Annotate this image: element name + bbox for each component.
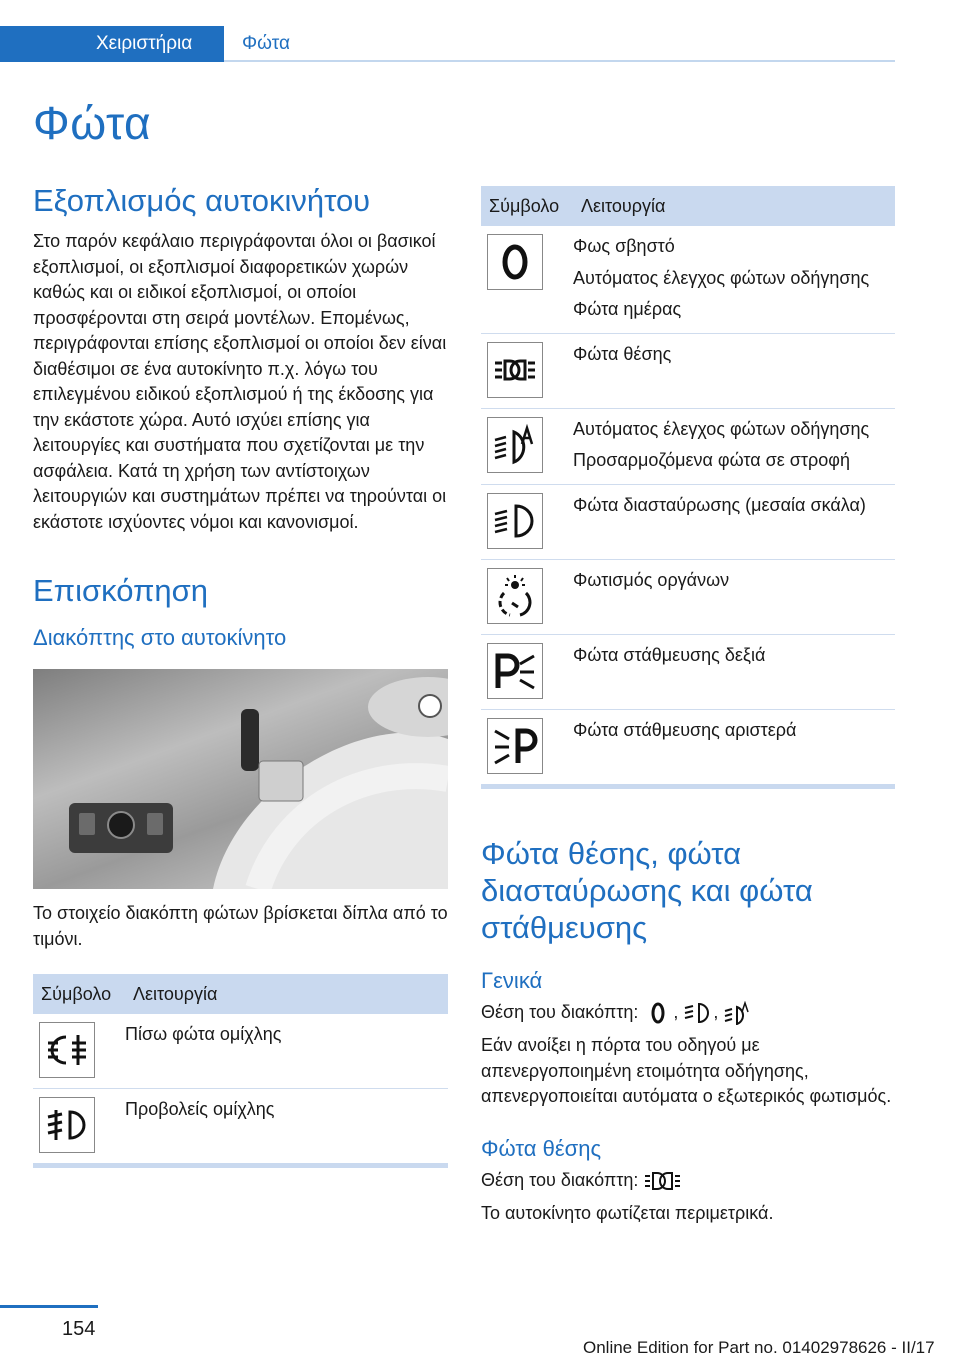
table-row bbox=[481, 484, 895, 559]
function-label: Αυτόματος έλεγχος φώτων οδήγησης bbox=[573, 418, 870, 439]
general-text: Εάν ανοίξει η πόρτα του οδηγού με απενεργοποιημένη ετοιμότητα οδήγησης, απενεργοποιείται αυτόματα ο εξωτερικός φωτισμός. bbox=[481, 1035, 892, 1106]
table-end-rule bbox=[481, 784, 895, 789]
low-beam-icon bbox=[487, 493, 543, 549]
lights-off-icon bbox=[643, 1001, 673, 1025]
right-column bbox=[481, 186, 895, 1227]
table-row bbox=[481, 709, 895, 784]
function-label: Φωτισμός οργάνων bbox=[573, 569, 730, 590]
breadcrumb-topic[interactable]: Φώτα bbox=[242, 33, 290, 54]
general-heading: Γενικά bbox=[481, 967, 543, 993]
lights-off-icon bbox=[487, 234, 543, 290]
table-row bbox=[481, 634, 895, 709]
footer-rule bbox=[0, 1305, 98, 1308]
section-heading: Φώτα θέσης, φώτα διασταύρωσης και φώτα στάθμευσης bbox=[481, 835, 813, 945]
light-switch-photo bbox=[33, 669, 448, 889]
page-title: Φώτα bbox=[33, 97, 152, 149]
function-label: Προσαρμοζόμενα φώτα σε στροφή bbox=[573, 450, 850, 470]
equipment-text: Στο παρόν κεφάλαιο περιγράφονται όλοι οι βασικοί εξοπλισμοί, οι εξοπλισμοί διαφορετικών χωρών καθώς και οι ειδικοί εξοπλισμοί, οι οποίοι προσφέρονται στη σειρά μοντέλων. Επομένως, περιγράφονται επίσης εξοπλισμοί οι οποίοι δεν είναι διαθέσιμοι σε ένα αυτοκίνητο π.χ. λόγω του επιλεγμένου ειδικού εξοπλισμού ή της έκδοσης για την εκάστοτε χώρα. Αυτό ισχύει επίσης για λειτουργίες και συστήματα που σχετίζονται με την ασφάλεια. Κατά τη χρήση των αντίστοιχων λειτουργιών και συστημάτων πρέπει να τηρούνται οι εκάστοτε ισχύοντες νόμοι και κανονισμοί. bbox=[33, 231, 447, 532]
function-label: Προβολείς ομίχλης bbox=[125, 1099, 275, 1119]
parking-right-icon bbox=[487, 643, 543, 699]
equipment-heading: Εξοπλισμός αυτοκινήτου bbox=[33, 183, 371, 218]
switch-heading: Διακόπτης στο αυτοκίνητο bbox=[33, 625, 287, 650]
col-function-header: Λειτουργία bbox=[125, 974, 448, 1014]
function-label: Φώτα διασταύρωσης (μεσαία σκάλα) bbox=[573, 494, 866, 515]
switch-position-label: Θέση του διακόπτη: bbox=[481, 1169, 639, 1190]
rear-fog-light-icon bbox=[39, 1022, 95, 1078]
photo-caption: Το στοιχείο διακόπτη φώτων βρίσκεται δίπλα από το τιμόνι. bbox=[33, 903, 448, 949]
function-label: Φώτα στάθμευσης δεξιά bbox=[573, 644, 766, 665]
header-divider bbox=[224, 60, 895, 62]
col-symbol-header: Σύμβολο bbox=[33, 974, 125, 1014]
function-label: Φώτα στάθμευσης αριστερά bbox=[573, 719, 797, 740]
table-row bbox=[481, 559, 895, 634]
steering-wheel-illustration bbox=[33, 669, 448, 889]
function-label: Φώτα θέσης bbox=[573, 343, 672, 364]
separator: , bbox=[673, 1001, 679, 1022]
page-number: 154 bbox=[62, 1318, 96, 1340]
front-fog-light-icon bbox=[39, 1097, 95, 1153]
overview-heading: Επισκόπηση bbox=[33, 573, 209, 608]
separator: , bbox=[713, 1001, 719, 1022]
breadcrumb-section[interactable]: Χειριστήρια bbox=[0, 26, 224, 62]
switch-positions-line bbox=[481, 1000, 895, 1026]
auto-headlight-icon bbox=[723, 1001, 753, 1025]
left-column bbox=[33, 183, 448, 1168]
function-label: Πίσω φώτα ομίχλης bbox=[125, 1024, 282, 1044]
parking-lights-icon bbox=[643, 1169, 683, 1193]
parking-heading: Φώτα θέσης bbox=[481, 1135, 602, 1161]
table-row bbox=[481, 408, 895, 484]
edition-text: Online Edition for Part no. 01402978626 - II/17 bbox=[583, 1338, 935, 1357]
parking-text: Το αυτοκίνητο φωτίζεται περιμετρικά. bbox=[481, 1203, 774, 1223]
parking-left-icon bbox=[487, 718, 543, 774]
function-label: Αυτόματος έλεγχος φώτων οδήγησης bbox=[573, 267, 870, 288]
light-switch-table bbox=[481, 186, 895, 784]
table-row bbox=[33, 1014, 448, 1089]
page-header bbox=[0, 0, 960, 62]
table-row bbox=[481, 333, 895, 408]
table-row bbox=[481, 226, 895, 333]
parking-lights-icon bbox=[487, 342, 543, 398]
col-symbol-header: Σύμβολο bbox=[481, 186, 573, 226]
instrument-lighting-icon bbox=[487, 568, 543, 624]
col-function-header: Λειτουργία bbox=[573, 186, 895, 226]
table-row bbox=[33, 1089, 448, 1164]
switch-position-label: Θέση του διακόπτη: bbox=[481, 1001, 639, 1022]
auto-headlight-icon bbox=[487, 417, 543, 473]
table-end-rule bbox=[33, 1163, 448, 1168]
low-beam-icon bbox=[683, 1001, 713, 1025]
fog-light-table bbox=[33, 974, 448, 1168]
function-label: Φως σβηστό bbox=[573, 236, 675, 256]
function-label: Φώτα ημέρας bbox=[573, 299, 682, 319]
parking-switch-line bbox=[481, 1168, 895, 1194]
